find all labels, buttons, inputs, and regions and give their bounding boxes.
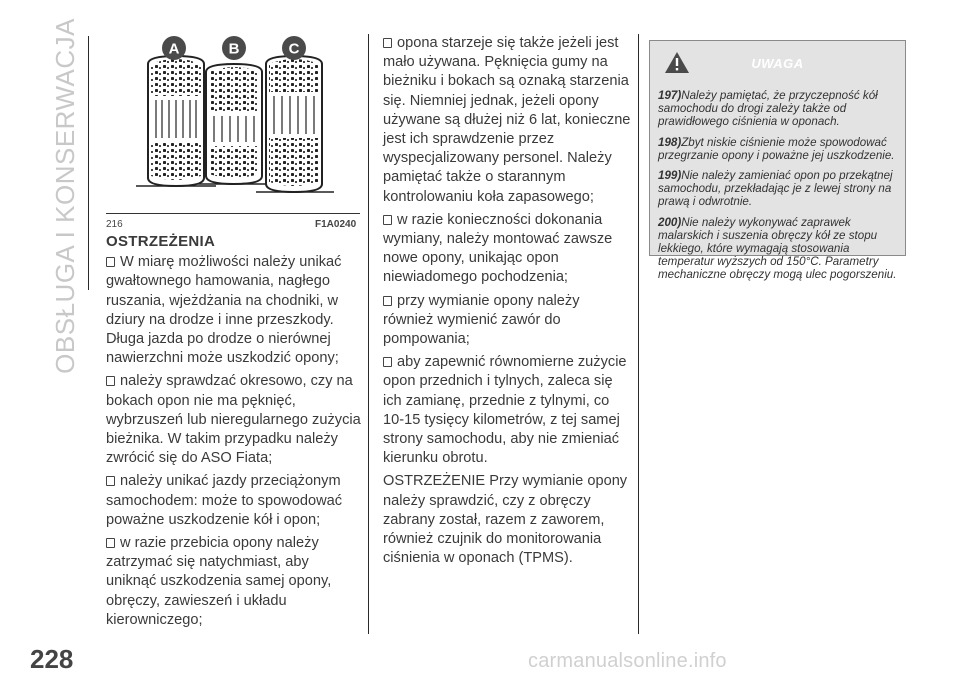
bullet-square-icon [383, 38, 392, 48]
badge-a [162, 36, 186, 60]
tire-wear-illustration [106, 34, 358, 210]
warning-box-title: UWAGA [751, 56, 804, 71]
bullet-item: w razie przebicia opony należy zatrzymać się natychmiast, aby uniknąć uszkodzenia samej opony, obręczy, zawieszeń i układu kierowniczego; [106, 535, 332, 628]
badge-c [282, 36, 306, 60]
bullet-square-icon [383, 357, 392, 367]
column-divider-right [638, 34, 639, 634]
warning-notes [650, 89, 905, 282]
bullet-square-icon [106, 538, 115, 548]
bullet-square-icon [106, 476, 115, 486]
badge-b-label: B [228, 40, 240, 58]
tire-a-drawing [136, 56, 216, 186]
tire-b-drawing [198, 64, 274, 184]
column-divider-left [368, 34, 369, 634]
badge-c-label: C [288, 40, 300, 58]
bullet-square-icon [383, 215, 392, 225]
bullet-item: przy wymianie opony należy również wymienić zawór do pompowania; [383, 292, 580, 348]
watermark: carmanualsonline.info [528, 650, 727, 672]
bullet-item: należy unikać jazdy przeciążonym samochodem: może to spowodować poważne uszkodzenie kół i opon; [106, 473, 343, 528]
page-edge-rule [88, 36, 89, 290]
warning-box-header [650, 41, 905, 89]
tire-wear-drawing [106, 34, 358, 210]
bullet-square-icon [106, 257, 115, 267]
bullet-item: należy sprawdzać okresowo, czy na bokach opon nie ma pęknięć, wybrzuszeń lub nieregularnego zużycia bieżnika. W takim przypadku należy zwrócić się do ASO Fiata; [106, 373, 361, 467]
bullet-item: w razie konieczności dokonania wymiany, należy montować zawsze nowe opony, unikając opon niewiadomego pochodzenia; [383, 211, 613, 286]
tire-c-drawing [256, 56, 334, 192]
warning-note: 198)Zbyt niskie ciśnienie może spowodować przegrzanie opony i poważne jej uszkodzenie. [658, 135, 895, 162]
badge-b [222, 36, 246, 60]
figure-number: 216 [106, 219, 123, 230]
column-left [106, 232, 362, 634]
tpms-warning-text: OSTRZEŻENIE Przy wymianie opony należy sprawdzić, czy z obręczy zabrany został, razem z zaworem, również czujnik do monitorowania ciśnienia w oponach (TPMS). [383, 473, 628, 567]
chapter-title: OBSŁUGA I KONSERWACJA [49, 18, 80, 374]
badge-a-label: A [168, 40, 180, 58]
warning-box [649, 40, 906, 282]
bullet-item: opona starzeje się także jeżeli jest mało używana. Pęknięcia gumy na bieżniku i bokach są oznaką starzenia się. Niemniej jednak, jeżeli opony używane są dłużej niż 6 lat, konieczne jest ich sprawdzenie przez wyspecjalizowany personel. Należy pamiętać także o starannym kontrolowaniu koła zapasowego; [383, 35, 631, 205]
warning-note: 199)Nie należy zamieniać opon po przekątnej samochodu, przekładając je z lewej strony na prawą i odwrotnie. [658, 169, 893, 209]
warning-note: 200)Nie należy wykonywać zaprawek malarskich i suszenia obręczy kół ze stopu lekkiego, które wymagają stosowania temperatur wyższych od 150°C. Parametry mechaniczne obręczy mogą ulec pogorszeniu. [658, 215, 897, 282]
section-heading: OSTRZEŻENIA [106, 233, 216, 250]
figure-code: F1A0240 [315, 219, 357, 230]
column-middle [383, 34, 633, 568]
bullet-item: W miarę możliwości należy unikać gwałtownego hamowania, nagłego ruszania, wjeżdżania na chodniki, w dziury na drodze i inne przeszkody. Długa jazda po drodze o nierównej nawierzchni może uszkodzić opony; [106, 254, 342, 367]
bullet-square-icon [106, 376, 115, 386]
bullet-square-icon [383, 296, 392, 306]
page-number: 228 [30, 644, 74, 674]
figure-caption-rule [106, 213, 360, 214]
bullet-item: aby zapewnić równomierne zużycie opon przednich i tylnych, zaleca się ich zamianę, przednie z tylnymi, co 10-15 tysięcy kilometrów, z tej samej strony samochodu, aby nie zmieniać kierunku obrotu. [383, 354, 627, 467]
warning-note: 197)Należy pamiętać, że przyczepność kół samochodu do drogi zależy także od prawidłowego ciśnienia w oponach. [658, 89, 878, 129]
